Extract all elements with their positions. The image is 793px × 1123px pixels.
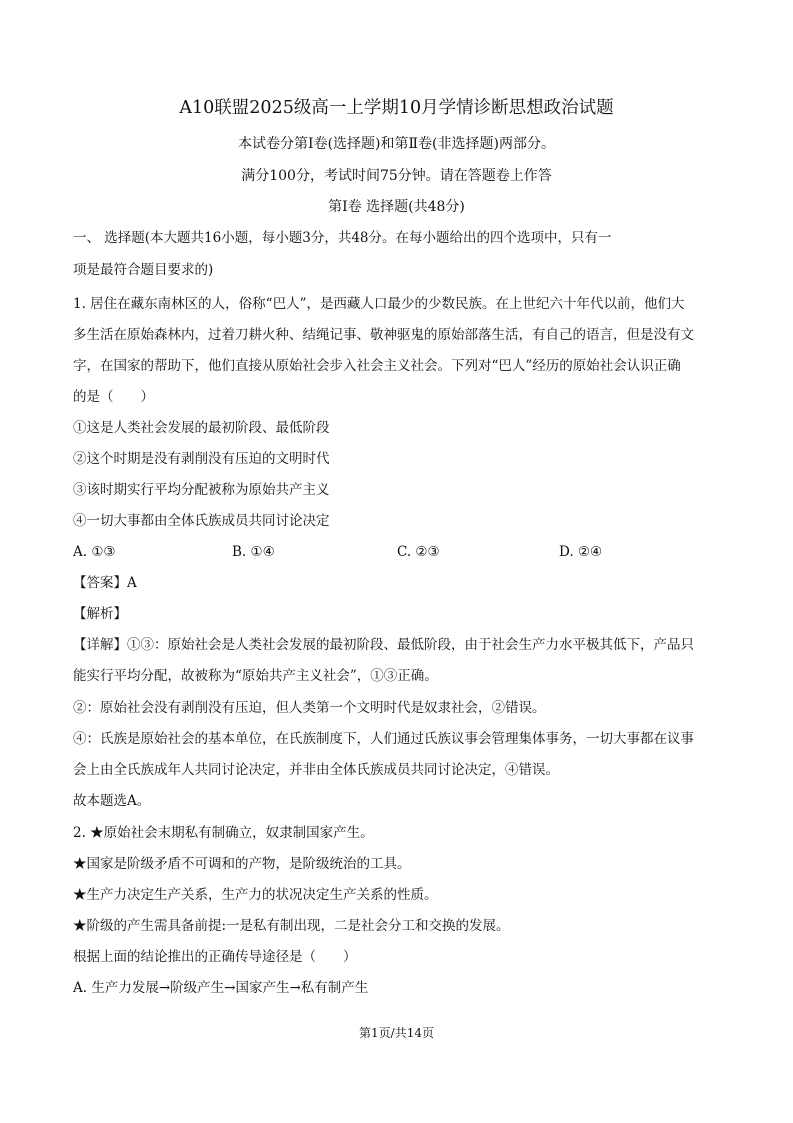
answer-label: 【答案】 [73, 575, 127, 591]
question-2-stem-line: ★生产力决定生产关系，生产力的状况决定生产关系的性质。 [73, 887, 438, 903]
section-heading: 第Ⅰ卷 选择题(共48分) [328, 199, 465, 215]
page-footer: 第1页/共14页 [359, 1026, 434, 1040]
detail-line: 能实行平均分配，故被称为“原始共产主义社会”，①③正确。 [73, 668, 438, 684]
option-d: D. ②④ [559, 544, 603, 560]
question-1-item: ①这是人类社会发展的最初阶段、最低阶段 [73, 420, 330, 436]
detail-line: 【详解】①③：原始社会是人类社会发展的最初阶段、最低阶段，由于社会生产力水平极其低下，产品只 [73, 637, 694, 653]
question-1-item: ④一切大事都由全体氏族成员共同讨论决定 [73, 513, 330, 529]
exam-info-2: 满分100分，考试时间75分钟。请在答题卷上作答 [241, 168, 552, 184]
detail-line: 故本题选A。 [73, 793, 151, 809]
option-a: A. ①③ [73, 544, 116, 560]
question-2-stem-line: 根据上面的结论推出的正确传导途径是（ ） [73, 949, 357, 965]
answer-line [73, 575, 137, 591]
question-1-stem-line: 1. 居住在藏东南林区的人，俗称“巴人”，是西藏人口最少的少数民族。在上世纪六十年代以前，他们大 [73, 296, 685, 312]
question-2-stem-line: 2. ★原始社会末期私有制确立，奴隶制国家产生。 [73, 825, 374, 841]
detail-line: ④：氏族是原始社会的基本单位，在氏族制度下，人们通过氏族议事会管理集体事务，一切大事都在议事 [73, 731, 694, 747]
option-c: C. ②③ [397, 544, 440, 560]
question-1-stem-line: 多生活在原始森林内，过着刀耕火种、结绳记事、敬神驱鬼的原始部落生活，有自己的语言，但是没有文 [73, 327, 694, 343]
answer-value: A [127, 575, 137, 591]
exam-info-1: 本试卷分第Ⅰ卷(选择题)和第Ⅱ卷(非选择题)两部分。 [238, 136, 555, 152]
question-1-stem-line: 的是（ ） [73, 389, 154, 405]
option-b: B. ①④ [232, 544, 275, 560]
detail-line: 会上由全氏族成年人共同讨论决定，并非由全体氏族成员共同讨论决定，④错误。 [73, 762, 559, 778]
question-1-item: ③该时期实行平均分配被称为原始共产主义 [73, 482, 330, 498]
intro-line: 一、 选择题(本大题共16小题，每小题3分，共48分。在每小题给出的四个选项中，只有一 [73, 230, 612, 246]
question-1-stem-line: 字，在国家的帮助下，他们直接从原始社会步入社会主义社会。下列对“巴人”经历的原始社会认识正确 [73, 358, 681, 374]
detail-line: ②：原始社会没有剥削没有压迫，但人类第一个文明时代是奴隶社会，②错误。 [73, 700, 546, 716]
question-2-option-a: A. 生产力发展→阶级产生→国家产生→私有制产生 [73, 980, 369, 996]
question-2-stem-line: ★国家是阶级矛盾不可调和的产物，是阶级统治的工具。 [73, 856, 411, 872]
analysis-label: 【解析】 [73, 606, 127, 622]
question-2-stem-line: ★阶级的产生需具备前提:一是私有制出现，二是社会分工和交换的发展。 [73, 918, 510, 934]
exam-title: A10联盟2025级高一上学期10月学情诊断思想政治试题 [179, 98, 614, 118]
question-1-item: ②这个时期是没有剥削没有压迫的文明时代 [73, 451, 330, 467]
intro-line: 项是最符合题目要求的) [73, 262, 214, 278]
